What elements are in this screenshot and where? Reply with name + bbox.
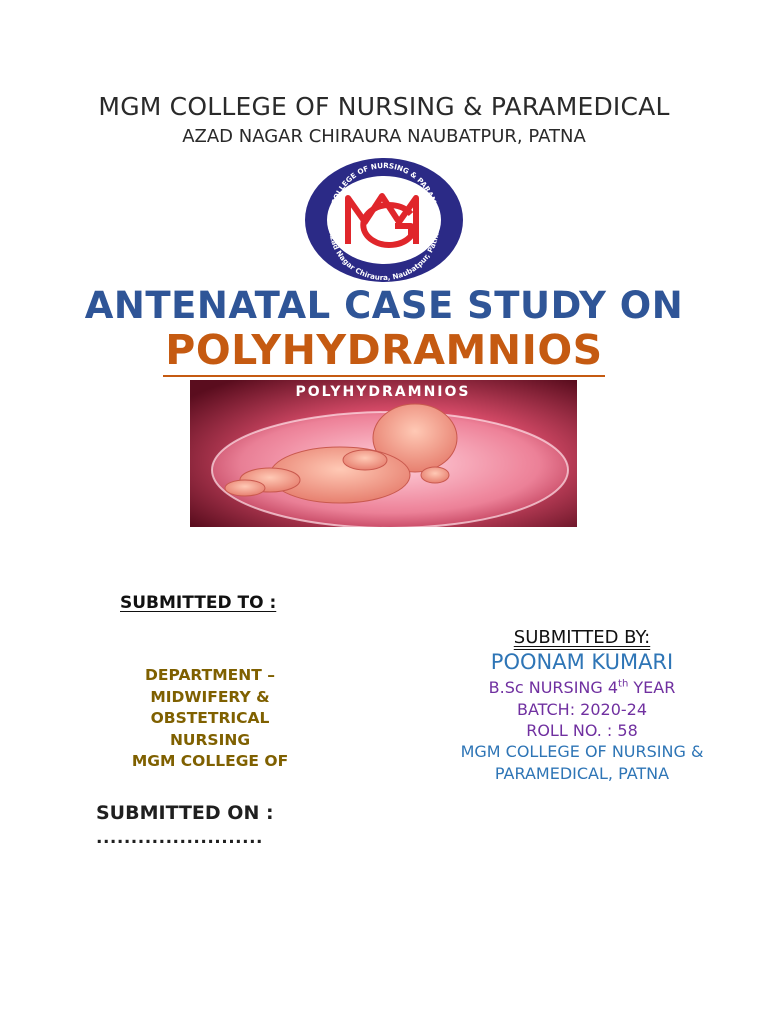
- college-logo: [303, 156, 465, 284]
- submitted-by-heading: SUBMITTED BY:: [513, 627, 651, 648]
- student-college-line-2: PARAMEDICAL, PATNA: [494, 764, 670, 783]
- course-line: [430, 678, 734, 697]
- student-name: POONAM KUMARI: [490, 650, 674, 674]
- department-line: MIDWIFERY &: [150, 687, 270, 706]
- course-prefix: B.Sc NURSING 4: [488, 678, 619, 697]
- college-address: AZAD NAGAR CHIRAURA NAUBATPUR, PATNA: [182, 126, 586, 147]
- roll-number: ROLL NO. : 58: [526, 721, 638, 740]
- illustration-caption: POLYHYDRAMNIOS: [295, 384, 471, 400]
- fetus-illustration-icon: [190, 380, 577, 527]
- student-college-line-1: MGM COLLEGE OF NURSING &: [460, 742, 704, 761]
- logo-ring-top-text: .M COLLEGE OF NURSING & PARAMEDI: [327, 160, 441, 219]
- logo-ring-bottom-text: Azad Nagar Chiraura, Naubatpur, Patna: [327, 230, 441, 283]
- department-line: OBSTETRICAL: [150, 709, 270, 727]
- submitted-on-value: ........................: [96, 828, 263, 848]
- submitted-to-heading: SUBMITTED TO :: [120, 593, 277, 613]
- polyhydramnios-illustration: [190, 380, 577, 527]
- course-superscript: th: [618, 678, 629, 690]
- title-line-2-wrapper: [0, 328, 768, 377]
- college-name: MGM COLLEGE OF NURSING & PARAMEDICAL: [98, 92, 670, 121]
- department-line: MGM COLLEGE OF: [131, 752, 289, 770]
- submitted-on-heading: SUBMITTED ON :: [96, 802, 274, 824]
- department-line: NURSING: [169, 730, 251, 749]
- college-seal-icon: [303, 156, 465, 284]
- department-line: DEPARTMENT –: [145, 666, 275, 684]
- course-suffix: YEAR: [628, 678, 676, 697]
- batch-line: BATCH: 2020-24: [516, 700, 648, 719]
- department-block: [110, 665, 310, 773]
- title-line-2: POLYHYDRAMNIOS: [163, 328, 604, 377]
- title-line-1: ANTENATAL CASE STUDY ON: [84, 284, 684, 327]
